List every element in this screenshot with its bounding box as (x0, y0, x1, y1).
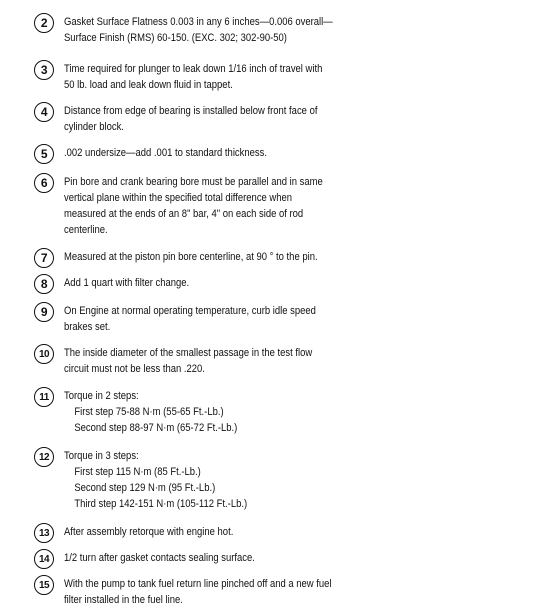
note-number-badge: 7 (34, 248, 54, 268)
note-text (64, 61, 322, 93)
note-line: First step 115 N·m (85 Ft.-Lb.) (74, 466, 201, 478)
note-line: After assembly retorque with engine hot. (64, 526, 234, 538)
note-line: The inside diameter of the smallest passage in the test flow (64, 347, 313, 359)
note-line: 50 lb. load and leak down fluid in tappet. (64, 79, 233, 91)
note-line: First step 75-88 N·m (55-65 Ft.-Lb.) (74, 406, 224, 418)
note-text (64, 145, 267, 161)
note-9 (34, 303, 424, 335)
note-text (64, 103, 317, 135)
note-6 (34, 174, 424, 238)
note-number-badge: 5 (34, 144, 54, 164)
note-number-badge: 8 (34, 274, 54, 294)
note-number-badge: 4 (34, 102, 54, 122)
note-line: Surface Finish (RMS) 60-150. (EXC. 302; 302-90-50) (64, 32, 287, 44)
note-line: .002 undersize—add .001 to standard thickness. (64, 147, 268, 159)
note-line: measured at the ends of an 8" bar, 4" on each side of rod (64, 208, 304, 220)
note-line: circuit must not be less than .220. (64, 363, 205, 375)
note-number-badge: 13 (34, 523, 54, 543)
note-line: Second step 88-97 N·m (65-72 Ft.-Lb.) (74, 422, 238, 434)
note-line: Measured at the piston pin bore centerline, at 90 ° to the pin. (64, 251, 318, 263)
note-line: Torque in 2 steps: (64, 390, 139, 402)
note-line: vertical plane within the specified total difference when (64, 192, 293, 204)
note-11 (34, 388, 424, 436)
note-3 (34, 61, 424, 93)
note-text (64, 174, 323, 238)
note-line: 1/2 turn after gasket contacts sealing surface. (64, 552, 255, 564)
note-text (64, 345, 312, 377)
note-12 (34, 448, 424, 512)
note-number-badge: 12 (34, 447, 54, 467)
note-text (64, 550, 255, 566)
note-line: Second step 129 N·m (95 Ft.-Lb.) (74, 482, 216, 494)
note-13 (34, 524, 424, 543)
note-number-badge: 9 (34, 302, 54, 322)
note-text (64, 524, 233, 540)
note-line: Gasket Surface Flatness 0.003 in any 6 inches—0.006 overall— (64, 16, 333, 28)
note-line: Time required for plunger to leak down 1/16 inch of travel with (64, 63, 323, 75)
note-line: Pin bore and crank bearing bore must be parallel and in same (64, 176, 323, 188)
note-text (64, 448, 247, 512)
note-number-badge: 6 (34, 173, 54, 193)
note-text (64, 14, 333, 46)
note-text (64, 388, 237, 436)
note-text (64, 275, 189, 291)
note-number-badge: 3 (34, 60, 54, 80)
note-number-badge: 2 (34, 13, 54, 33)
note-text (64, 303, 316, 335)
note-line: centerline. (64, 224, 108, 236)
note-5 (34, 145, 424, 164)
note-number-badge: 14 (34, 549, 54, 569)
note-line: On Engine at normal operating temperature, curb idle speed (64, 305, 316, 317)
note-4 (34, 103, 424, 135)
note-line: filter installed in the fuel line. (64, 594, 183, 606)
note-line: Third step 142-151 N·m (105-112 Ft.-Lb.) (74, 498, 248, 510)
note-line: With the pump to tank fuel return line pinched off and a new fuel (64, 578, 332, 590)
note-number-badge: 10 (34, 344, 54, 364)
note-line: cylinder block. (64, 121, 124, 133)
note-15 (34, 576, 424, 608)
note-line: brakes set. (64, 321, 111, 333)
note-10 (34, 345, 424, 377)
note-number-badge: 11 (34, 387, 54, 407)
note-line: Torque in 3 steps: (64, 450, 139, 462)
note-line: Distance from edge of bearing is installed below front face of (64, 105, 318, 117)
note-text (64, 576, 332, 608)
note-number-badge: 15 (34, 575, 54, 595)
note-text (64, 249, 318, 265)
note-14 (34, 550, 424, 569)
note-8 (34, 275, 424, 294)
note-2 (34, 14, 424, 46)
note-line: Add 1 quart with filter change. (64, 277, 190, 289)
note-7 (34, 249, 424, 268)
